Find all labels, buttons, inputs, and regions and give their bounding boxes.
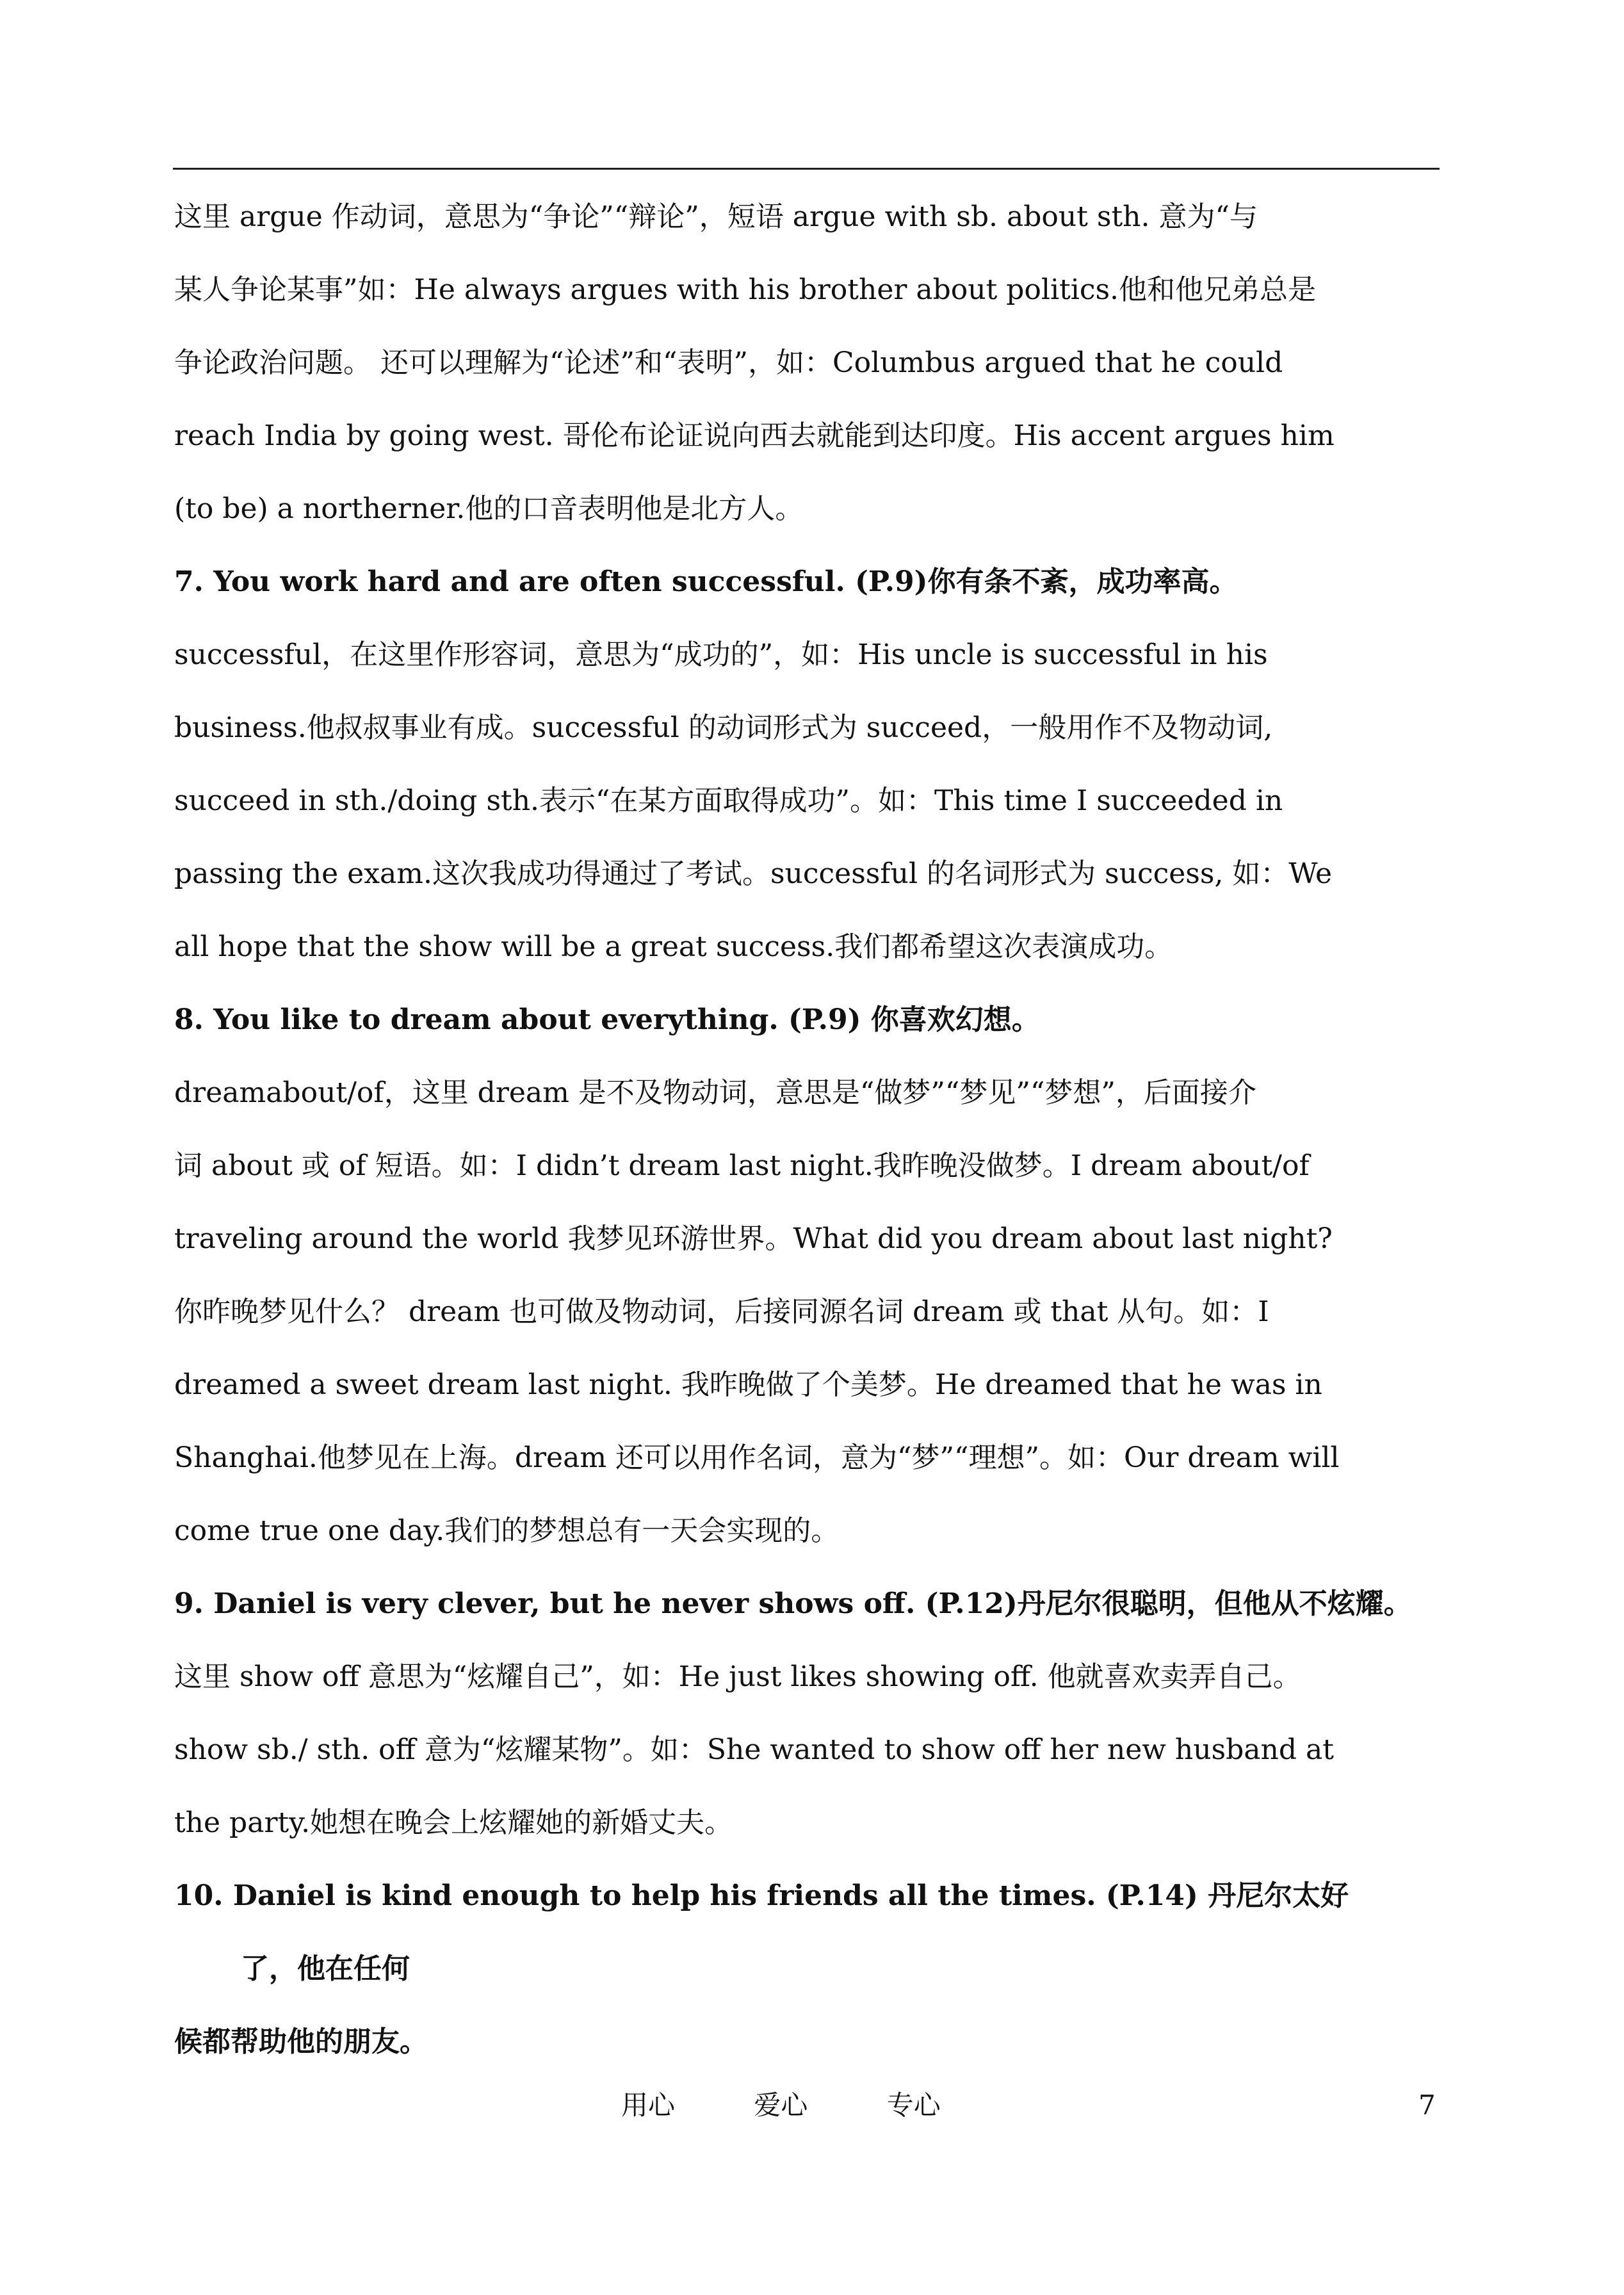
text-line: dreamabout/of，这里 dream 是不及物动词，意思是“做梦”“梦见”“梦想”，后面接介 [174,1076,1256,1109]
text-line: 某人争论某事”如：He always argues with his brother about politics.他和他兄弟总是 [174,273,1317,306]
text-line: come true one day.我们的梦想总有一天会实现的。 [174,1514,840,1547]
text-line: the party.她想在晚会上炫耀她的新婚丈夫。 [174,1806,733,1839]
text-line: passing the exam.这次我成功得通过了考试。successful 的名词形式为 success, 如：We [174,857,1333,890]
text-line: Shanghai.他梦见在上海。dream 还可以用作名词，意为“梦”“理想”。如：Our dream will [174,1441,1340,1474]
section-heading-line: 7. You work hard and are often successful. (P.9)你有条不紊，成功率高。 [174,565,1238,598]
text-line: 词 about 或 of 短语。如：I didn’t dream last night.我昨晚没做梦。I dream about/of [174,1149,1310,1182]
text-line: 争论政治问题。 还可以理解为“论述”和“表明”，如：Columbus argued that he could [174,346,1283,379]
section-heading-line: 9. Daniel is very clever, but he never shows off. (P.12)丹尼尔很聪明，但他从不炫耀。 [174,1587,1412,1620]
text-line: business.他叔叔事业有成。successful 的动词形式为 succeed，一般用作不及物动词, [174,711,1273,744]
text-line: 这里 argue 作动词，意思为“争论”“辩论”，短语 argue with sb. about sth. 意为“与 [174,200,1258,233]
section-heading-line: 候都帮助他的朋友。 [174,2025,428,2058]
text-line: 你昨晚梦见什么？ dream 也可做及物动词，后接同源名词 dream 或 that 从句。如：I [174,1295,1269,1328]
header-rule [173,168,1440,170]
section-heading-line: 10. Daniel is kind enough to help his friends all the times. (P.14) 丹尼尔太好 [174,1879,1349,1912]
text-line: traveling around the world 我梦见环游世界。What did you dream about last night? [174,1222,1333,1255]
text-line: dreamed a sweet dream last night. 我昨晚做了个美梦。He dreamed that he was in [174,1368,1322,1401]
footer-motto: 用心 [621,2089,676,2121]
page-number: 7 [1418,2089,1436,2121]
text-line: 这里 show off 意思为“炫耀自己”，如：He just likes showing off. 他就喜欢卖弄自己。 [174,1660,1301,1693]
text-line: show sb./ sth. off 意为“炫耀某物”。如：She wanted to show off her new husband at [174,1733,1334,1766]
text-line: succeed in sth./doing sth.表示“在某方面取得成功”。如：This time I succeeded in [174,784,1283,817]
footer-motto: 爱心 [754,2089,808,2121]
text-line: successful，在这里作形容词，意思为“成功的”，如：His uncle is successful in his [174,638,1268,671]
document-body [174,181,1481,2079]
footer-motto: 专心 [886,2089,941,2121]
section-heading-line: 8. You like to dream about everything. (P.9) 你喜欢幻想。 [174,1003,1040,1036]
section-heading-line: 了，他在任何 [241,1952,410,1985]
footer-mottos [621,2080,1011,2131]
text-line: all hope that the show will be a great success.我们都希望这次表演成功。 [174,930,1173,963]
text-line: reach India by going west. 哥伦布论证说向西去就能到达印度。His accent argues him [174,419,1335,452]
page-footer [0,2080,1624,2131]
text-line: (to be) a northerner.他的口音表明他是北方人。 [174,492,804,525]
